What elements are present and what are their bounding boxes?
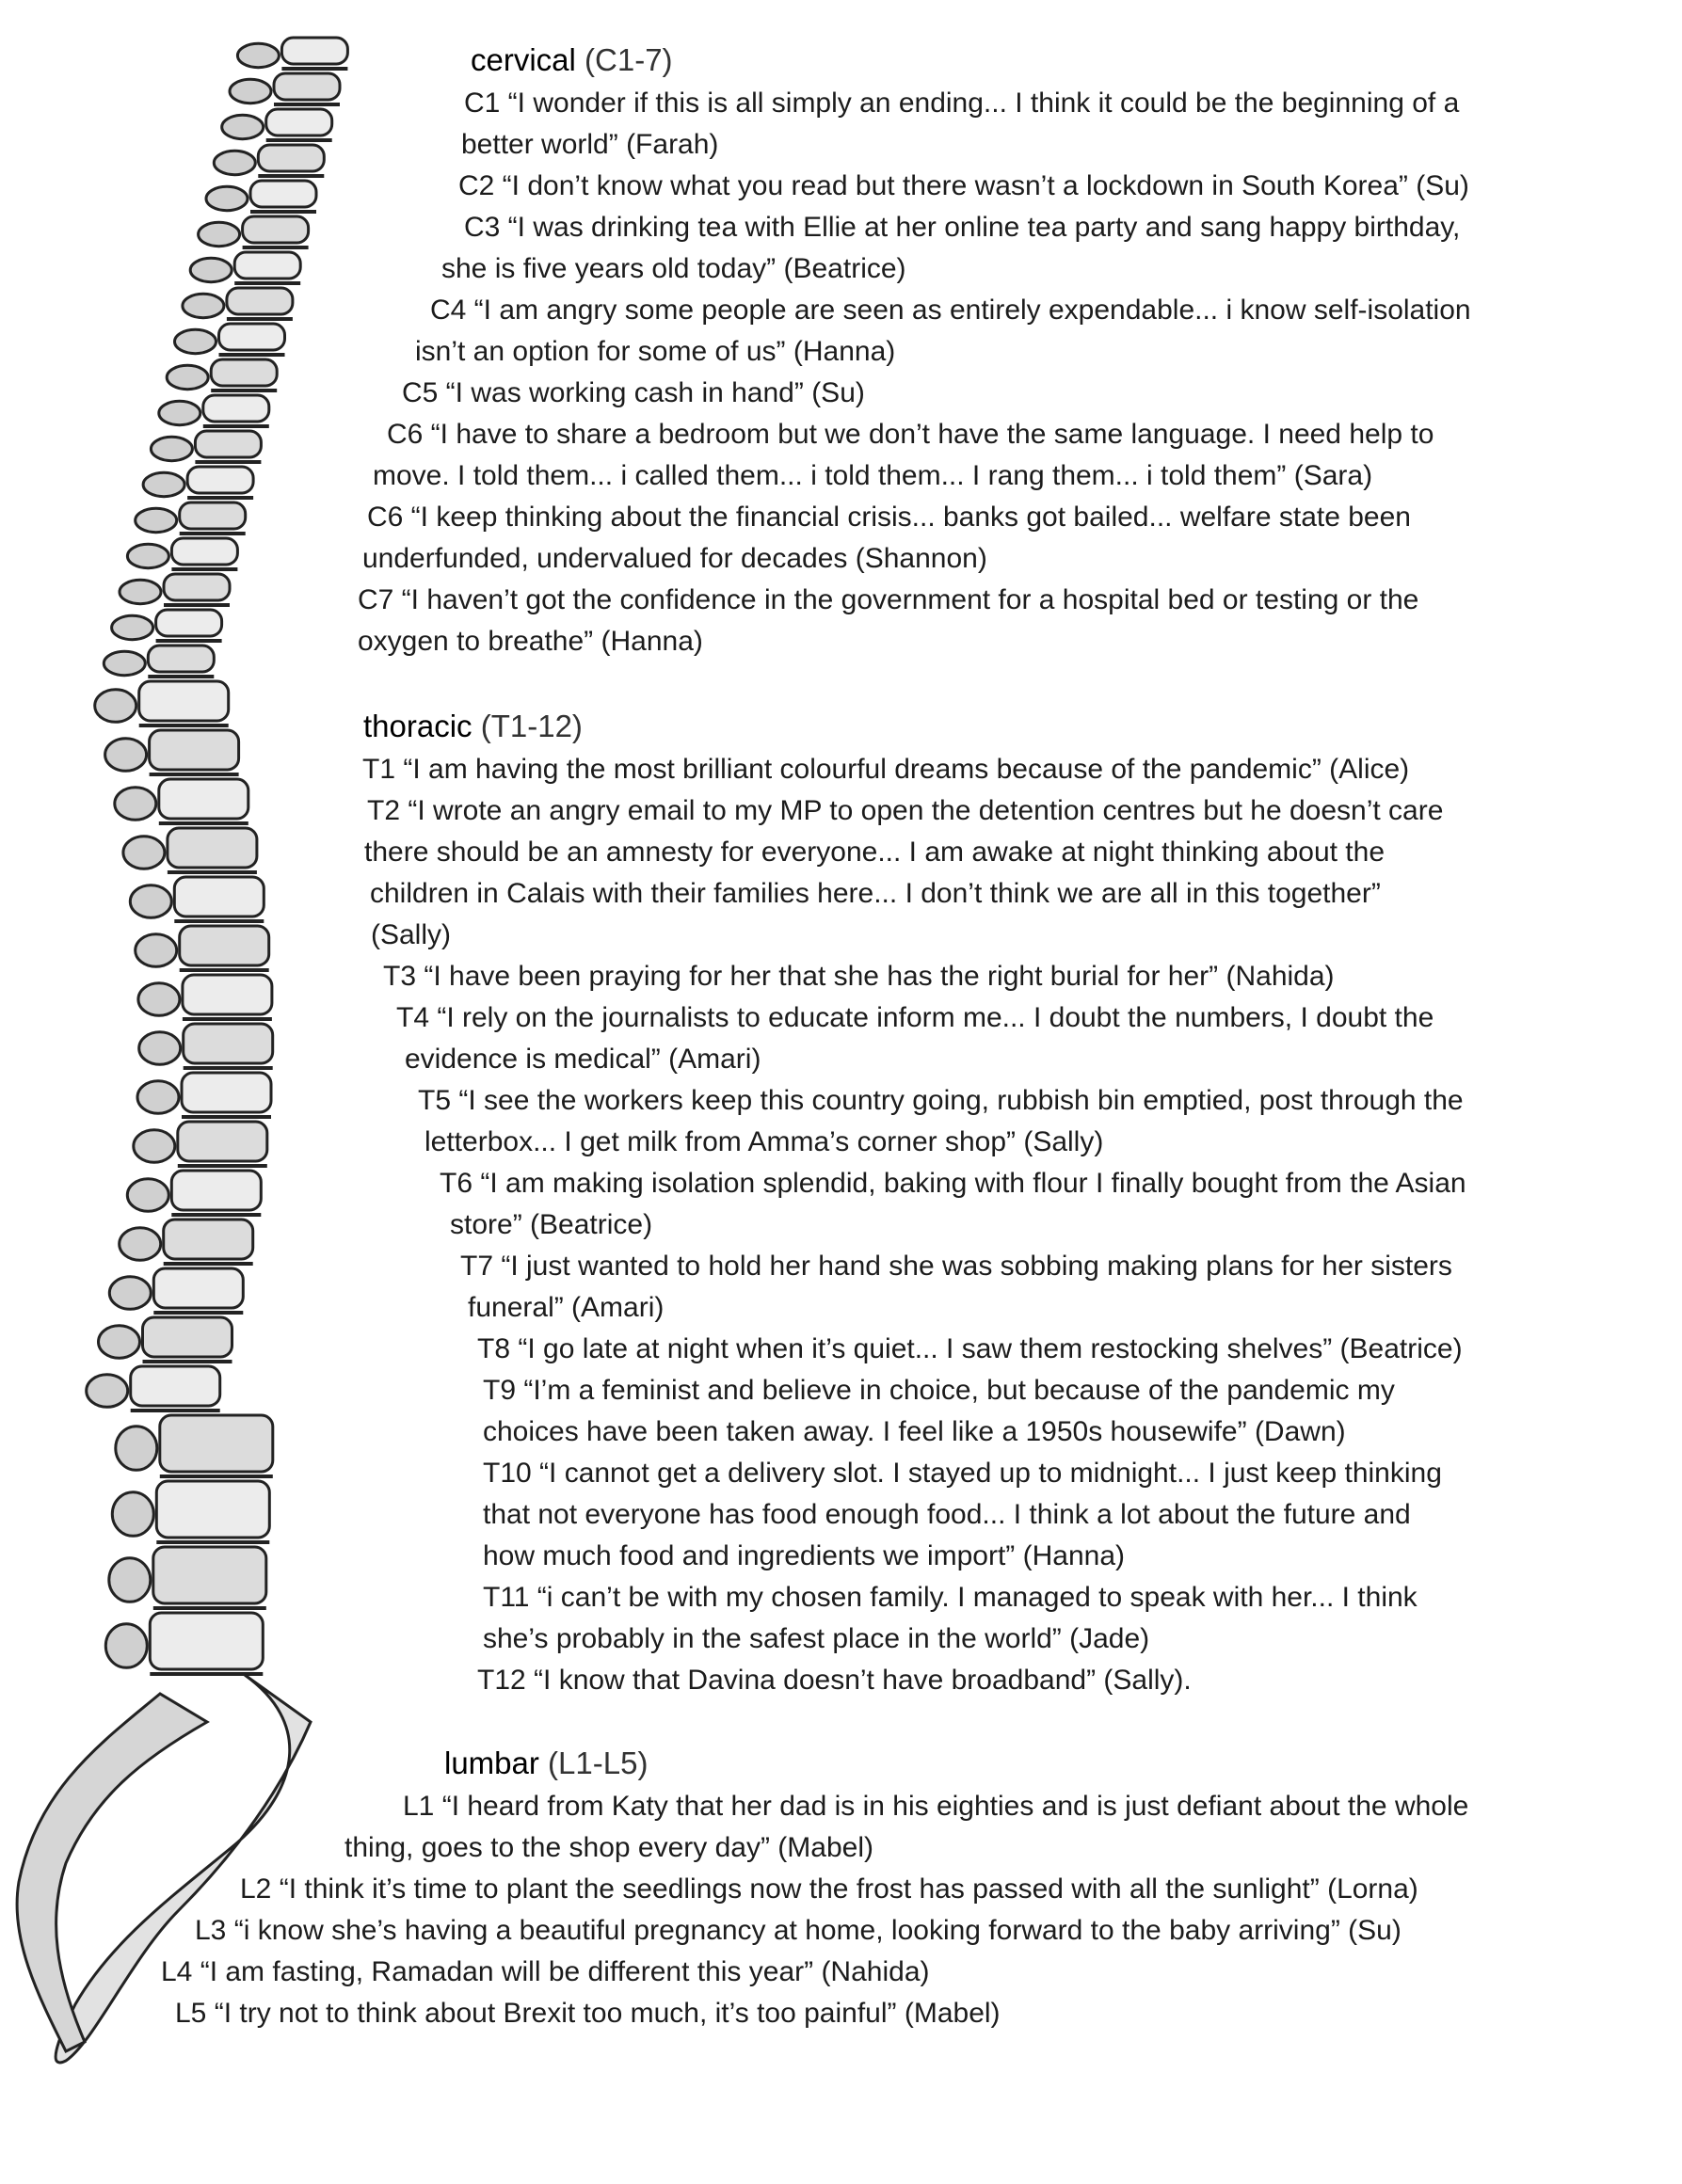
spinous-process <box>99 1326 140 1359</box>
vertebra <box>187 467 253 493</box>
spinous-process <box>105 1624 147 1668</box>
spinous-process <box>123 837 165 869</box>
spinous-process <box>167 365 208 389</box>
spinous-process <box>143 472 184 496</box>
lumbar-heading <box>444 1743 648 1784</box>
vertebra <box>171 538 237 565</box>
vertebra <box>156 610 222 636</box>
vertebra <box>274 73 340 100</box>
vertebra <box>164 574 230 600</box>
spinous-process <box>190 258 232 281</box>
vertebra <box>281 38 347 64</box>
spinous-process <box>237 43 279 67</box>
quote-line: better world” (Farah) <box>461 129 719 160</box>
spinous-process <box>175 329 216 353</box>
quote-line: T2 “I wrote an angry email to my MP to open the detention centres but he doesn’t care <box>367 795 1444 826</box>
spinous-process <box>183 294 224 317</box>
quote-line: T9 “I’m a feminist and believe in choice, but because of the pandemic my <box>483 1375 1395 1406</box>
vertebra <box>150 1613 263 1669</box>
quote-line: T5 “I see the workers keep this country going, rubbish bin emptied, post through the <box>418 1085 1464 1116</box>
spinous-process <box>151 437 192 460</box>
section-range: (C1-7) <box>585 42 673 77</box>
spinous-process <box>115 788 156 821</box>
quote-line: T7 “I just wanted to hold her hand she was sobbing making plans for her sisters <box>460 1251 1452 1282</box>
vertebra <box>180 502 246 529</box>
spinous-process <box>112 1492 153 1537</box>
quote-line: C7 “I haven’t got the confidence in the government for a hospital bed or testing or the <box>358 584 1419 615</box>
vertebra <box>156 1481 269 1538</box>
spinous-process <box>127 1179 168 1212</box>
quote-line: T10 “I cannot get a delivery slot. I stayed up to midnight... I just keep thinking <box>483 1458 1442 1489</box>
spinous-process <box>87 1375 128 1408</box>
spinous-process <box>109 1277 151 1310</box>
quote-line: T3 “I have been praying for her that she has the right burial for her” (Nahida) <box>383 961 1335 992</box>
vertebra <box>258 145 324 171</box>
quote-line: C5 “I was working cash in hand” (Su) <box>402 377 865 408</box>
vertebra <box>250 181 316 207</box>
spinous-process <box>134 1130 175 1163</box>
quote-line: C6 “I have to share a bedroom but we don’t have the same language. I need help to <box>387 419 1434 450</box>
quote-line: funeral” (Amari) <box>468 1292 665 1323</box>
quote-line: oxygen to breathe” (Hanna) <box>358 626 703 657</box>
quote-line: T4 “I rely on the journalists to educate inform me... I doubt the numbers, I doubt the <box>396 1002 1434 1033</box>
spinous-process <box>127 544 168 567</box>
quote-line: underfunded, undervalued for decades (Shannon) <box>362 543 987 574</box>
spinous-process <box>112 615 153 639</box>
vertebra <box>160 1415 273 1472</box>
quote-line: C3 “I was drinking tea with Ellie at her online tea party and sang happy birthday, <box>464 212 1461 243</box>
quote-line: L1 “I heard from Katy that her dad is in his eighties and is just defiant about the whole <box>403 1791 1469 1822</box>
quote-line: move. I told them... i called them... i told them... I rang them... i told them” (Sara) <box>373 460 1373 491</box>
section-name: thoracic <box>363 709 473 743</box>
vertebra <box>243 216 309 243</box>
vertebra <box>195 431 261 457</box>
quote-line: C1 “I wonder if this is all simply an ending... I think it could be the beginning of a <box>464 88 1460 119</box>
quote-line: isn’t an option for some of us” (Hanna) <box>415 336 896 367</box>
section-name: cervical <box>471 42 576 77</box>
vertebra <box>148 646 214 672</box>
spinous-process <box>139 1032 181 1065</box>
vertebra <box>164 1220 253 1259</box>
vertebra <box>234 252 300 279</box>
vertebra <box>143 1317 232 1357</box>
section-name: lumbar <box>444 1746 539 1780</box>
quote-line: C2 “I don’t know what you read but there wasn’t a lockdown in South Korea” (Su) <box>458 170 1469 201</box>
spinous-process <box>120 1228 161 1261</box>
vertebra <box>174 877 264 917</box>
spinous-process <box>130 885 171 918</box>
quote-line: C6 “I keep thinking about the financial crisis... banks got bailed... welfare state been <box>367 502 1411 533</box>
spinous-process <box>109 1558 151 1602</box>
quote-line: T12 “I know that Davina doesn’t have broadband” (Sally). <box>477 1665 1192 1696</box>
quote-line: L5 “I try not to think about Brexit too much, it’s too painful” (Mabel) <box>175 1998 1001 2029</box>
quote-line: C4 “I am angry some people are seen as entirely expendable... i know self-isolation <box>430 295 1471 326</box>
spinous-process <box>136 508 177 532</box>
quote-line: L4 “I am fasting, Ramadan will be different this year” (Nahida) <box>161 1956 930 1987</box>
cervical-heading <box>471 40 673 81</box>
vertebra <box>227 288 293 314</box>
spinous-process <box>222 115 264 138</box>
quote-line: (Sally) <box>371 919 452 950</box>
vertebra <box>171 1171 261 1210</box>
spinous-process <box>105 739 147 772</box>
vertebra <box>153 1268 243 1308</box>
quote-line: T1 “I am having the most brilliant colourful dreams because of the pandemic” (Alice) <box>362 754 1410 785</box>
spinous-process <box>104 651 145 675</box>
quote-line: choices have been taken away. I feel like a 1950s housewife” (Dawn) <box>483 1416 1346 1447</box>
vertebra <box>153 1547 266 1603</box>
quote-line: evidence is medical” (Amari) <box>405 1044 761 1075</box>
vertebra <box>219 324 285 350</box>
quote-line: L2 “I think it’s time to plant the seedlings now the frost has passed with all the sunlight” (Lorna) <box>240 1873 1418 1905</box>
quote-line: thing, goes to the shop every day” (Mabel) <box>344 1832 873 1863</box>
quote-line: L3 “i know she’s having a beautiful pregnancy at home, looking forward to the baby arriving” (Su) <box>195 1915 1402 1946</box>
spinous-process <box>159 401 200 424</box>
spinous-process <box>206 186 248 210</box>
vertebra <box>182 1073 271 1112</box>
quote-line: T8 “I go late at night when it’s quiet... I saw them restocking shelves” (Beatrice) <box>477 1333 1463 1364</box>
quote-line: that not everyone has food enough food... I think a lot about the future and <box>483 1499 1411 1530</box>
section-range: (T1-12) <box>480 709 583 743</box>
vertebra <box>131 1366 220 1406</box>
vertebra <box>211 359 277 386</box>
spinous-process <box>230 79 271 103</box>
quote-line: children in Calais with their families here... I don’t think we are all in this together” <box>370 878 1381 909</box>
vertebra <box>159 779 248 819</box>
vertebra <box>150 730 239 770</box>
spinous-process <box>137 1081 179 1114</box>
thoracic-heading <box>363 706 583 747</box>
quote-line: how much food and ingredients we import” (Hanna) <box>483 1540 1126 1571</box>
spinous-process <box>136 934 177 967</box>
spinous-process <box>95 690 136 723</box>
vertebra <box>168 828 257 868</box>
quote-line: letterbox... I get milk from Amma’s corner shop” (Sally) <box>425 1126 1104 1157</box>
spinous-process <box>199 222 240 246</box>
quote-line: store” (Beatrice) <box>450 1209 653 1240</box>
spinous-process <box>116 1427 157 1471</box>
vertebra <box>139 681 229 721</box>
spinous-process <box>138 983 180 1016</box>
quote-line: she’s probably in the safest place in the world” (Jade) <box>483 1623 1150 1654</box>
vertebra <box>178 1122 267 1161</box>
vertebra <box>183 975 272 1014</box>
quote-line: there should be an amnesty for everyone... I am awake at night thinking about the <box>364 837 1385 868</box>
vertebra <box>266 109 332 136</box>
quote-line: she is five years old today” (Beatrice) <box>441 253 906 284</box>
quote-line: T11 “i can’t be with my chosen family. I managed to speak with her... I think <box>483 1582 1418 1613</box>
vertebra <box>203 395 269 422</box>
spinous-process <box>214 151 255 174</box>
vertebra <box>184 1024 273 1063</box>
section-range: (L1-L5) <box>548 1746 649 1780</box>
quote-line: T6 “I am making isolation splendid, baking with flour I finally bought from the Asian <box>440 1168 1466 1199</box>
spinous-process <box>120 580 161 603</box>
vertebra <box>180 926 269 965</box>
